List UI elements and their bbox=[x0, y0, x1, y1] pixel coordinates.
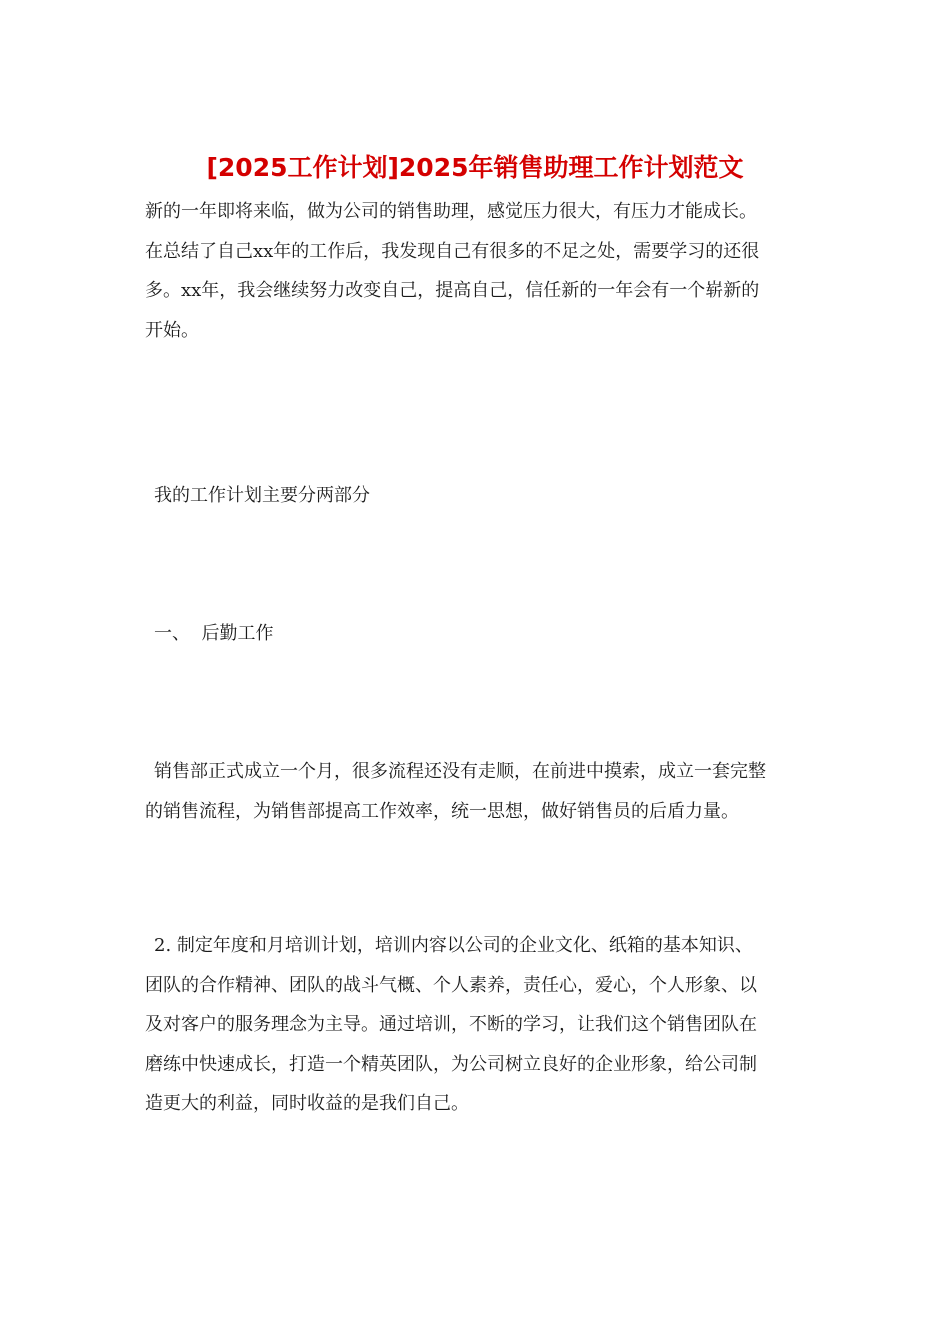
paragraph-line: 我的工作计划主要分两部分 bbox=[154, 485, 370, 506]
paragraph-line: 团队的合作精神、团队的战斗气概、个人素养，责任心，爱心，个人形象、以 bbox=[145, 974, 757, 996]
sales-process-paragraph bbox=[145, 752, 810, 831]
section-heading-logistics bbox=[145, 614, 810, 654]
training-plan-paragraph bbox=[145, 926, 810, 1124]
paragraph-line: 磨练中快速成长，打造一个精英团队，为公司树立良好的企业形象，给公司制 bbox=[145, 1053, 757, 1075]
plan-overview-paragraph bbox=[145, 476, 810, 516]
paragraph-line: 造更大的利益，同时收益的是我们自己。 bbox=[145, 1093, 469, 1114]
paragraph-line: 新的一年即将来临，做为公司的销售助理，感觉压力很大，有压力才能成长。 bbox=[145, 201, 757, 222]
paragraph-line: 2. 制定年度和月培训计划，培训内容以公司的企业文化、纸箱的基本知识、 bbox=[154, 935, 753, 956]
paragraph-line: 及对客户的服务理念为主导。通过培训，不断的学习，让我们这个销售团队在 bbox=[145, 1014, 757, 1035]
paragraph-line: 销售部正式成立一个月，很多流程还没有走顺，在前进中摸索，成立一套完整 bbox=[154, 761, 766, 782]
paragraph-line: 在总结了自己xx年的工作后，我发现自己有很多的不足之处，需要学习的还很 bbox=[145, 240, 760, 262]
paragraph-line: 多。xx年，我会继续努力改变自己，提高自己，信任新的一年会有一个崭新的 bbox=[145, 280, 760, 301]
document-title: [2025工作计划]2025年销售助理工作计划范文 bbox=[206, 153, 744, 182]
intro-paragraph bbox=[145, 192, 810, 350]
paragraph-line: 开始。 bbox=[145, 319, 199, 341]
paragraph-line: 的销售流程，为销售部提高工作效率，统一思想，做好销售员的后盾力量。 bbox=[145, 800, 739, 822]
section-heading-line: 一、 后勤工作 bbox=[154, 623, 274, 644]
